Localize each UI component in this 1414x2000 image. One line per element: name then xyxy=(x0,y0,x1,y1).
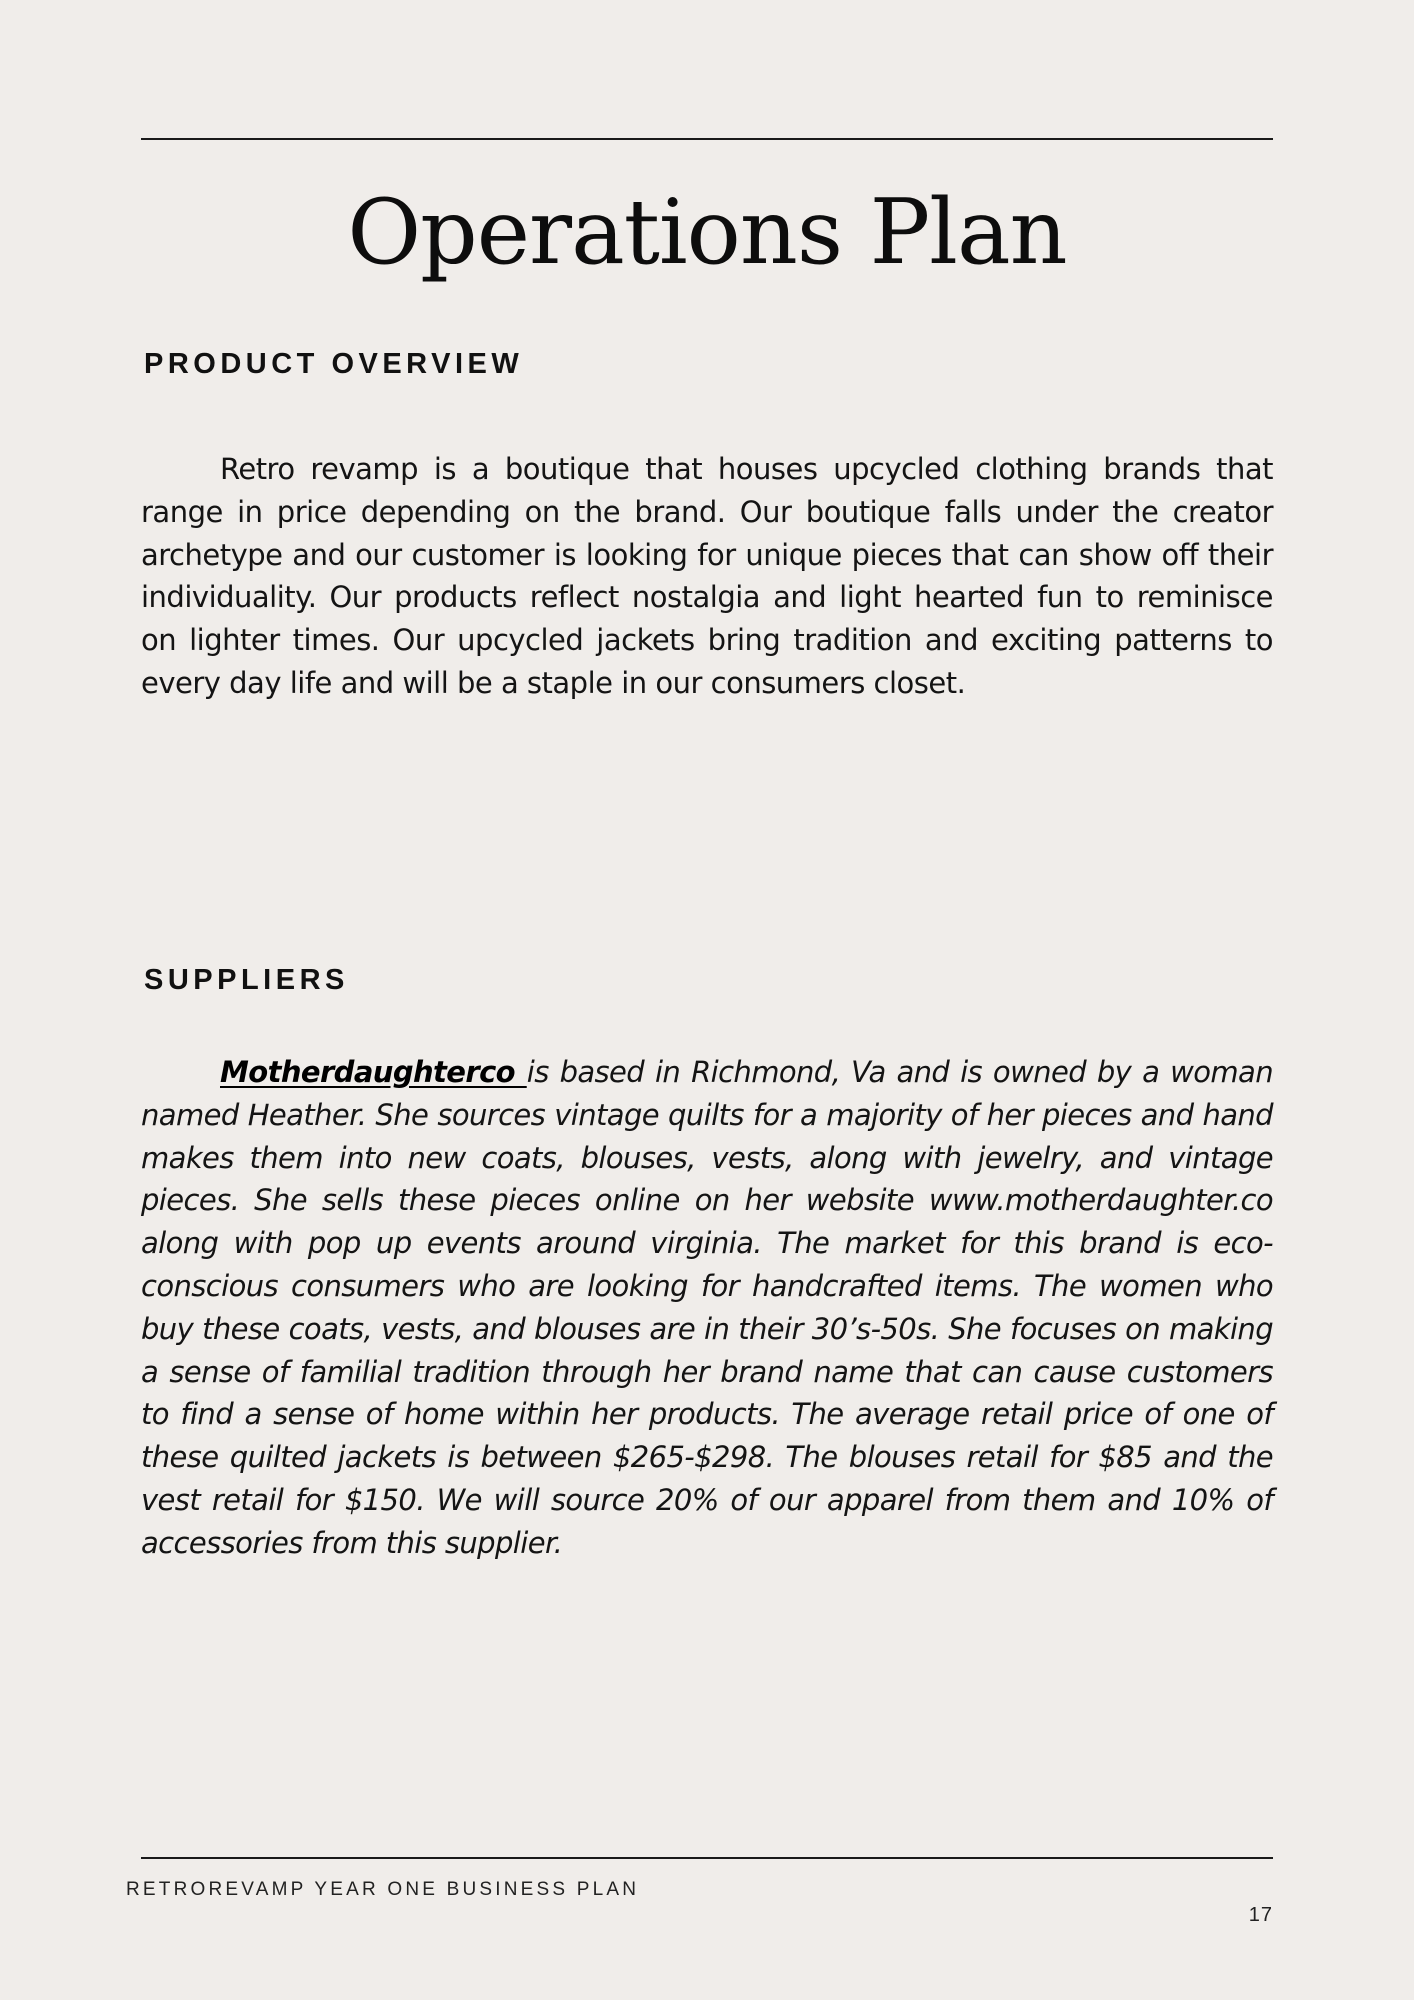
product-overview-heading: PRODUCT OVERVIEW xyxy=(144,348,524,380)
suppliers-text xyxy=(141,1051,1273,1565)
top-divider xyxy=(141,138,1273,140)
product-overview-text: Retro revamp is a boutique that houses upcycled clothing brands that range in price depending on the brand. Our boutique falls under the creator archetype and our customer is looking for unique pieces that can show off their individuality. Our products reflect nostalgia and light hearted fun to reminisce on lighter times. Our upcycled jackets bring tradition and exciting patterns to every day life and will be a staple in our consumers closet. xyxy=(141,452,1273,700)
supplier-description: is based in Richmond, Va and is owned by a woman named Heather. She sources vintage quilts for a majority of her pieces and hand makes them into new coats, blouses, vests, along with jewelry, and vintage pieces. She sells these pieces online on her website www.motherdaughter.co along with pop up events around virginia. The market for this brand is eco-conscious consumers who are looking for handcrafted items. The women who buy these coats, vests, and blouses are in their 30’s-50s. She focuses on making a sense of familial tradition through her brand name that can cause customers to find a sense of home within her products. The average retail price of one of these quilted jackets is between $265-$298. The blouses retail for $85 and the vest retail for $150. We will source 20% of our apparel from them and 10% of accessories from this supplier. xyxy=(141,1055,1274,1560)
bottom-divider xyxy=(141,1857,1273,1859)
supplier-brand-link[interactable]: Motherdaughterco xyxy=(220,1055,527,1089)
footer-label: RETROREVAMP YEAR ONE BUSINESS PLAN xyxy=(126,1879,640,1900)
suppliers-heading: SUPPLIERS xyxy=(144,964,349,996)
page-number: 17 xyxy=(1248,1904,1273,1926)
page-title: Operations Plan xyxy=(347,180,1067,285)
